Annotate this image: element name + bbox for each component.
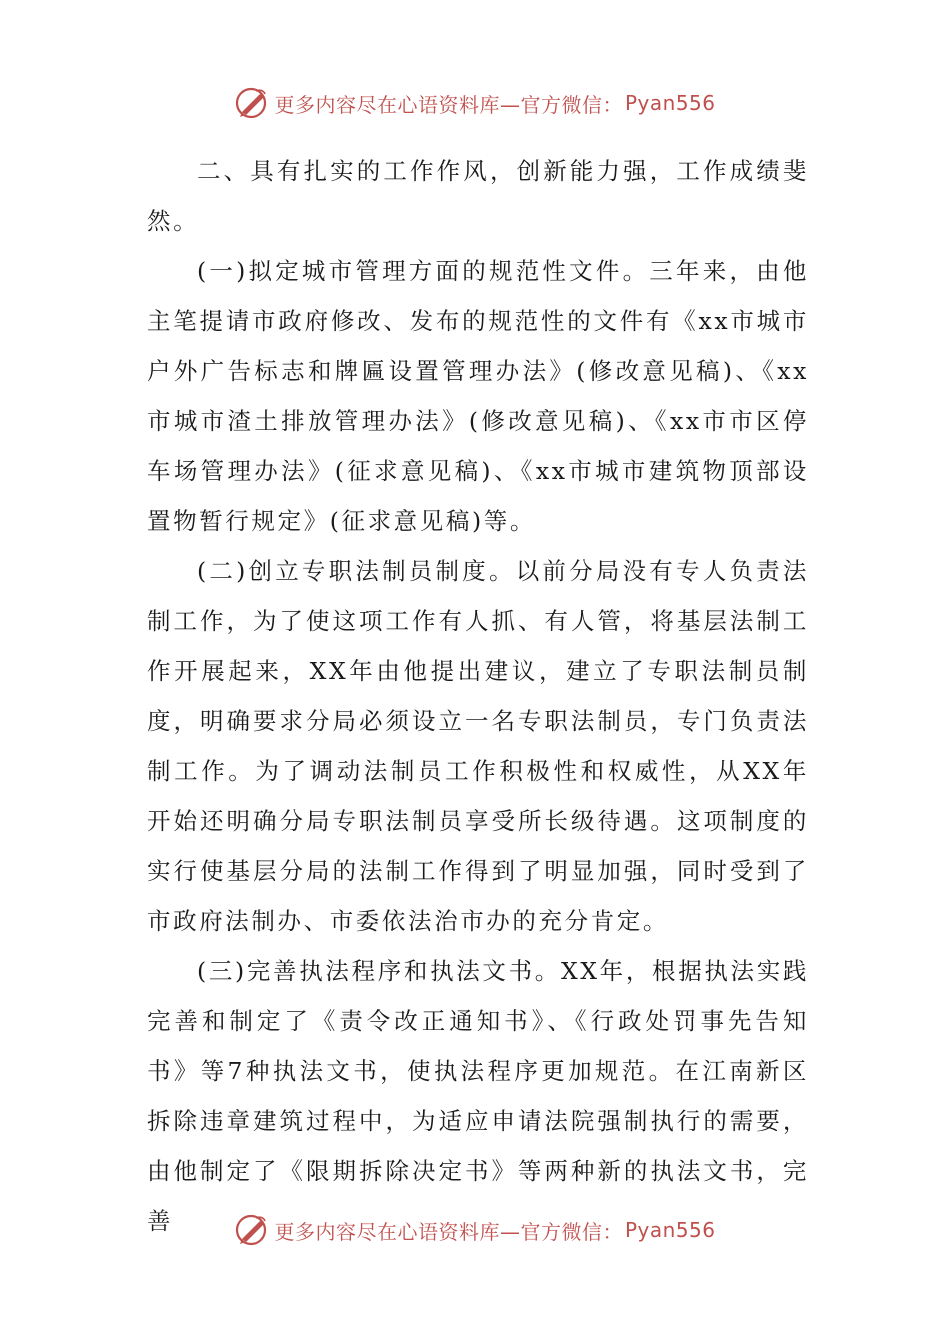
wechat-id: Pyan556: [624, 1218, 716, 1242]
paragraph: (三)完善执法程序和执法文书。XX年，根据执法实践完善和制定了《责令改正通知书》、《行政处罚事先告知书》等7种执法文书，使执法程序更加规范。在江南新区拆除违章建筑过程中，为适应申请法院强制执行的需要，由他制定了《限期拆除决定书》等两种新的执法文书，完善: [147, 957, 809, 1235]
paragraph: (二)创立专职法制员制度。以前分局没有专人负责法制工作，为了使这项工作有人抓、有人管，将基层法制工作开展起来，XX年由他提出建议，建立了专职法制员制度，明确要求分局必须设立一名专职法制员，专门负责法制工作。为了调动法制员工作积极性和权威性，从XX年开始还明确分局专职法制员享受所长级待遇。这项制度的实行使基层分局的法制工作得到了明显加强，同时受到了市政府法制办、市委依法治市办的充分肯定。: [147, 557, 809, 935]
banner-text: 更多内容尽在心语资料库—官方微信：: [274, 1219, 623, 1244]
document-body: [147, 146, 809, 1246]
header-banner: [0, 83, 950, 123]
pen-logo-icon: [234, 85, 270, 121]
paragraph: (一)拟定城市管理方面的规范性文件。三年来，由他主笔提请市政府修改、发布的规范性的文件有《xx市城市户外广告标志和牌匾设置管理办法》(修改意见稿)、《xx市城市渣土排放管理办法》(修改意见稿)、《xx市市区停车场管理办法》(征求意见稿)、《xx市城市建筑物顶部设置物暂行规定》(征求意见稿)等。: [147, 257, 809, 535]
footer-banner: [0, 1210, 950, 1250]
paragraph: 二、具有扎实的工作作风，创新能力强，工作成绩斐然。: [147, 157, 809, 235]
pen-logo-icon: [234, 1212, 270, 1248]
banner-text: 更多内容尽在心语资料库—官方微信：: [274, 92, 623, 117]
wechat-id: Pyan556: [624, 91, 716, 115]
